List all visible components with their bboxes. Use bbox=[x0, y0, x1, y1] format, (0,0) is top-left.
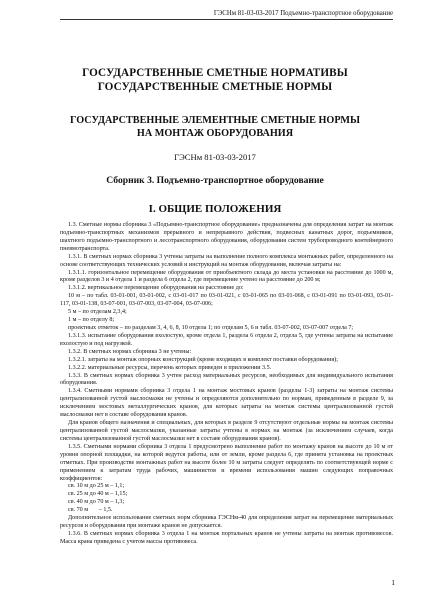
paragraph: Дополнительное использование сметных норм сборника ГЭСНм-40 для определения затрат на перемещение материальных ресурсов и оборудования при монтаже кранов не допускается. bbox=[60, 515, 393, 530]
paragraph: 1.3.2.1. затраты на монтаж опорных конструкций (кроме входящих в комплект поставки оборудования); bbox=[68, 356, 338, 363]
section-heading: I. ОБЩИЕ ПОЛОЖЕНИЯ bbox=[148, 203, 282, 215]
coefficient-line: св. 25 м до 40 м – 1,15; bbox=[68, 491, 128, 498]
title-line-1: ГОСУДАРСТВЕННЫЕ СМЕТНЫЕ НОРМАТИВЫ bbox=[82, 67, 348, 79]
paragraph: проектных отметок – по разделам 3, 4, 6, 8, 10 отдела 1; по отделам 5, 6 и табл. 03-07-002, 03-07-007 отдела 7; bbox=[68, 324, 354, 331]
paragraph: 1.3.5. Сметными нормами сборника 3 отдела 1 предусмотрено выполнение работ по монтажу кранов на высоте до 10 м от уровня опорной площадки, на которой ведутся работы, или от земли, кроме раздела 6, где принята установка на проектных отметках. При производстве монтажных работ на высоте более 10 м затраты следует определять по соответствующей норме с применением к затратам труда рабочих, машинистов и времени использования машин следующих поправочных коэффициентов: bbox=[60, 443, 393, 482]
main-title bbox=[40, 66, 390, 94]
paragraph: 1.3.1.3. испытание оборудования вхолостую, кроме отдела 1, раздела 6 отдела 2, отдела 5, где учтены затраты на испытание вхолостую и под нагрузкой. bbox=[60, 332, 393, 347]
coefficient-line: св. 10 м до 25 м – 1,1; bbox=[68, 483, 125, 490]
collection-title: Сборник 3. Подъемно-транспортное оборудование bbox=[106, 175, 324, 186]
page-number: 1 bbox=[391, 578, 395, 587]
subtitle bbox=[40, 115, 390, 140]
document-code: ГЭСНм 81-03-03-2017 bbox=[174, 152, 256, 162]
running-header: ГЭСНм 81-03-03-2017 Подъемно-транспортное оборудование bbox=[60, 10, 393, 20]
paragraph: 1.3. Сметные нормы сборника 3 «Подъемно-транспортное оборудование» предназначены для определения затрат на монтаж подъемно-транспортных механизмов прерывного и непрерывного действия, подвесных канатных дорог, подъемников, шахтного подъемно-транспортного и лесотранспортного оборудования, оборудования систем трубопроводного контейнерного пневмотранспорта. bbox=[60, 222, 393, 252]
paragraph: 1.3.1. В сметных нормах сборника 3 учтены затраты на выполнение полного комплекса монтажных работ, определенного на основе соответствующих технических условий и инструкций на монтаж оборудования, включая затраты на: bbox=[60, 253, 393, 268]
paragraph: 1.3.4. Сметными нормами сборника 3 отдела 1 на монтаж мостовых кранов (разделы 1-3) затраты на монтаж системы централизованной густой маслосмазки не учтены и определяются дополнительно по нормам, приведенным в разделе 9, за исключением мостовых металлургических кранов, для которых затраты на монтаж системы централизованной густой маслосмазки нет в составе оборудования кранов. bbox=[60, 388, 393, 419]
coefficient-line: св. 70 м – 1,5. bbox=[68, 507, 113, 514]
paragraph: 5 м – по отделам 2,3,4; bbox=[68, 309, 127, 316]
paragraph: 1.3.6. В сметных нормах сборника 3 отдела 1 на монтаж портальных кранов не учтены затраты на монтаж противовесов. Масса крана приведена с учетом массы противовеса. bbox=[60, 530, 393, 545]
paragraph: 1.3.2.2. материальные ресурсы, перечень которых приведен в приложении 3.5. bbox=[68, 364, 272, 371]
body-text bbox=[60, 222, 393, 547]
title-line-3: ГОСУДАРСТВЕННЫЕ ЭЛЕМЕНТНЫЕ СМЕТНЫЕ НОРМЫ bbox=[70, 115, 360, 126]
title-line-4: НА МОНТАЖ ОБОРУДОВАНИЯ bbox=[136, 127, 294, 139]
title-line-2: ГОСУДАРСТВЕННЫЕ СМЕТНЫЕ НОРМЫ bbox=[97, 81, 333, 93]
paragraph: Для кранов общего назначения и специальных, для которых в разделе 9 отсутствуют отдельные нормы на монтаж системы централизованной густой маслосмазки, указанные затраты учтены в нормах на монтаж (за исключением случаев, когда системы централизованной густой маслосмазки нет в составе оборудования кранов). bbox=[60, 420, 393, 442]
paragraph: 1.3.1.2. вертикальное перемещение оборудования на расстояние до: bbox=[68, 285, 244, 292]
paragraph: 1.3.3. В сметных нормах сборника 3 учтен расход материальных ресурсов, необходимых для индивидуального испытания оборудования. bbox=[60, 372, 393, 387]
paragraph: 1.3.2. В сметных нормах сборника 3 не учтены: bbox=[68, 348, 192, 355]
paragraph: 10 м – по табл. 03-01-001, 03-01-002, с 03-01-017 по 03-01-021, с 03-01-065 по 03-01-068, с 03-01-091 по 03-01-093, 03-01-117, 03-01-138, 03-07-001, 03-07-003, 03-07-004, 03-07-006; bbox=[60, 293, 393, 308]
paragraph: 1.3.1.1. горизонтальное перемещение оборудования от приобъектного склада до места установки на расстояние до 1000 м, кроме разделов 3 и 4 отдела 1 и раздела 6 отдела 2, где перемещение учтено на расстояние до 200 м; bbox=[60, 269, 393, 284]
coefficient-line: св. 40 м до 70 м – 1,3; bbox=[68, 499, 125, 506]
paragraph: 1 м – по отделу 8; bbox=[68, 317, 115, 324]
